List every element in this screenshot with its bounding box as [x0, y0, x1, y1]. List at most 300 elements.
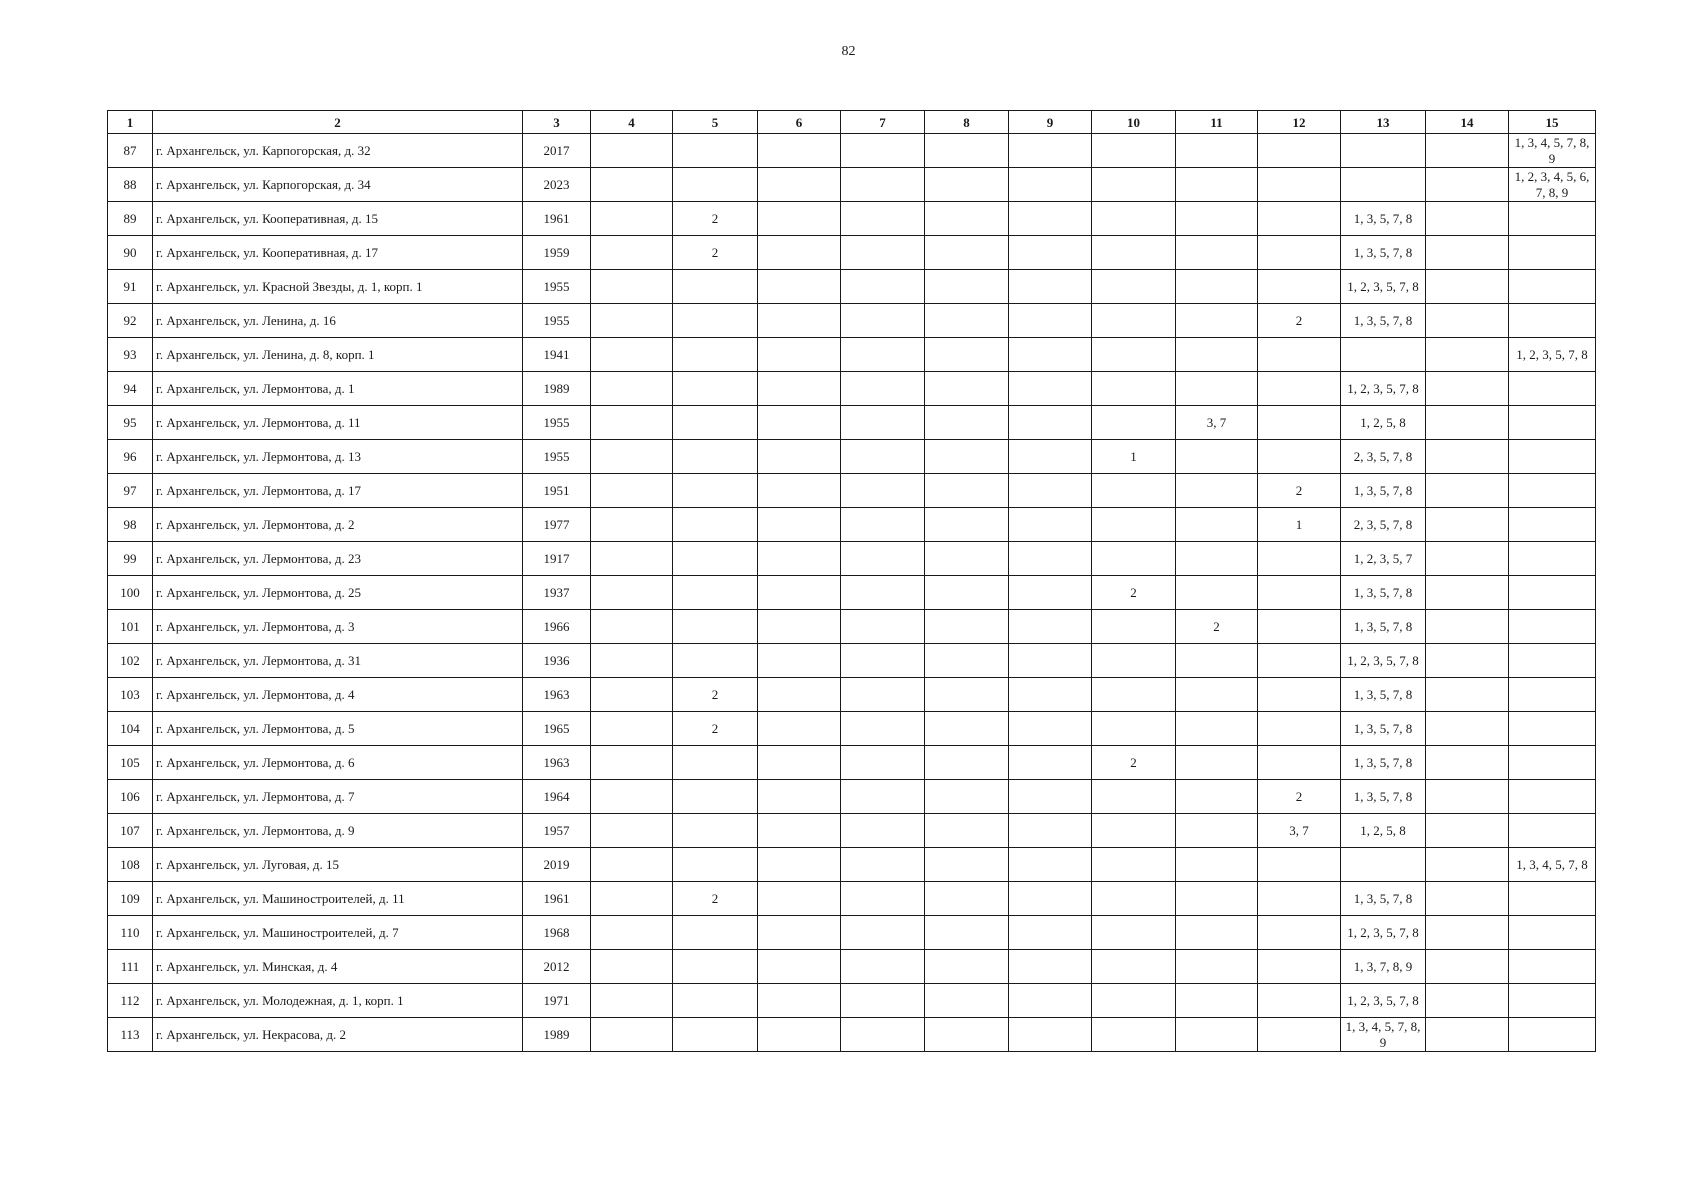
row-number-cell: 95: [108, 406, 153, 440]
table-row: [108, 644, 1596, 678]
column-9-cell: [1009, 440, 1092, 474]
column-header-4: 4: [591, 111, 673, 134]
column-10-cell: [1092, 168, 1176, 202]
column-4-cell: [591, 474, 673, 508]
year-cell: 1963: [523, 746, 591, 780]
column-header-3: 3: [523, 111, 591, 134]
register-table: [107, 110, 1596, 1052]
table-row: [108, 814, 1596, 848]
column-4-cell: [591, 236, 673, 270]
column-11-cell: [1176, 780, 1258, 814]
column-5-cell: 2: [673, 882, 758, 916]
column-15-cell: [1509, 610, 1596, 644]
row-number-cell: 88: [108, 168, 153, 202]
column-header-7: 7: [841, 111, 925, 134]
table-row: [108, 474, 1596, 508]
column-7-cell: [841, 678, 925, 712]
column-10-cell: [1092, 780, 1176, 814]
column-10-cell: 1: [1092, 440, 1176, 474]
column-6-cell: [758, 950, 841, 984]
column-11-cell: [1176, 134, 1258, 168]
column-15-cell: [1509, 576, 1596, 610]
column-11-cell: [1176, 678, 1258, 712]
column-8-cell: [925, 338, 1009, 372]
column-9-cell: [1009, 474, 1092, 508]
column-6-cell: [758, 916, 841, 950]
column-6-cell: [758, 1018, 841, 1052]
column-15-cell: [1509, 1018, 1596, 1052]
row-number-cell: 107: [108, 814, 153, 848]
column-5-cell: [673, 372, 758, 406]
column-7-cell: [841, 644, 925, 678]
row-number-cell: 100: [108, 576, 153, 610]
column-7-cell: [841, 474, 925, 508]
year-cell: 1957: [523, 814, 591, 848]
column-13-cell: [1341, 168, 1426, 202]
year-cell: 1917: [523, 542, 591, 576]
column-9-cell: [1009, 916, 1092, 950]
column-7-cell: [841, 236, 925, 270]
column-15-cell: [1509, 712, 1596, 746]
address-cell: г. Архангельск, ул. Лермонтова, д. 3: [153, 610, 523, 644]
column-12-cell: [1258, 168, 1341, 202]
column-12-cell: [1258, 372, 1341, 406]
column-11-cell: [1176, 304, 1258, 338]
column-5-cell: [673, 780, 758, 814]
column-14-cell: [1426, 372, 1509, 406]
column-8-cell: [925, 202, 1009, 236]
column-15-cell: 1, 3, 4, 5, 7, 8, 9: [1509, 134, 1596, 168]
column-10-cell: [1092, 406, 1176, 440]
column-4-cell: [591, 848, 673, 882]
column-9-cell: [1009, 270, 1092, 304]
column-13-cell: 2, 3, 5, 7, 8: [1341, 440, 1426, 474]
address-cell: г. Архангельск, ул. Лермонтова, д. 5: [153, 712, 523, 746]
column-14-cell: [1426, 508, 1509, 542]
column-14-cell: [1426, 440, 1509, 474]
column-13-cell: 1, 3, 5, 7, 8: [1341, 610, 1426, 644]
year-cell: 1936: [523, 644, 591, 678]
column-15-cell: [1509, 202, 1596, 236]
table-row: [108, 916, 1596, 950]
address-cell: г. Архангельск, ул. Лермонтова, д. 25: [153, 576, 523, 610]
year-cell: 1971: [523, 984, 591, 1018]
column-10-cell: [1092, 474, 1176, 508]
address-cell: г. Архангельск, ул. Кооперативная, д. 15: [153, 202, 523, 236]
column-9-cell: [1009, 780, 1092, 814]
column-10-cell: [1092, 338, 1176, 372]
column-5-cell: [673, 168, 758, 202]
column-7-cell: [841, 406, 925, 440]
column-11-cell: 3, 7: [1176, 406, 1258, 440]
year-cell: 1959: [523, 236, 591, 270]
column-4-cell: [591, 916, 673, 950]
column-8-cell: [925, 508, 1009, 542]
row-number-cell: 112: [108, 984, 153, 1018]
column-7-cell: [841, 168, 925, 202]
column-4-cell: [591, 134, 673, 168]
column-5-cell: [673, 508, 758, 542]
column-12-cell: 2: [1258, 304, 1341, 338]
column-12-cell: [1258, 134, 1341, 168]
address-cell: г. Архангельск, ул. Лермонтова, д. 1: [153, 372, 523, 406]
column-5-cell: 2: [673, 678, 758, 712]
column-9-cell: [1009, 882, 1092, 916]
column-7-cell: [841, 712, 925, 746]
column-14-cell: [1426, 984, 1509, 1018]
table-row: [108, 576, 1596, 610]
column-15-cell: [1509, 882, 1596, 916]
column-11-cell: [1176, 236, 1258, 270]
column-4-cell: [591, 678, 673, 712]
column-8-cell: [925, 440, 1009, 474]
table-body: [108, 134, 1596, 1052]
column-8-cell: [925, 746, 1009, 780]
address-cell: г. Архангельск, ул. Машиностроителей, д. 7: [153, 916, 523, 950]
column-10-cell: [1092, 304, 1176, 338]
address-cell: г. Архангельск, ул. Лермонтова, д. 31: [153, 644, 523, 678]
address-cell: г. Архангельск, ул. Лермонтова, д. 9: [153, 814, 523, 848]
column-header-9: 9: [1009, 111, 1092, 134]
year-cell: 2017: [523, 134, 591, 168]
column-14-cell: [1426, 950, 1509, 984]
column-14-cell: [1426, 134, 1509, 168]
column-8-cell: [925, 882, 1009, 916]
year-cell: 1968: [523, 916, 591, 950]
column-6-cell: [758, 304, 841, 338]
column-12-cell: [1258, 984, 1341, 1018]
column-6-cell: [758, 712, 841, 746]
column-13-cell: 1, 3, 5, 7, 8: [1341, 202, 1426, 236]
column-8-cell: [925, 168, 1009, 202]
column-14-cell: [1426, 168, 1509, 202]
year-cell: 1955: [523, 406, 591, 440]
column-5-cell: [673, 950, 758, 984]
column-4-cell: [591, 542, 673, 576]
column-5-cell: [673, 440, 758, 474]
year-cell: 1966: [523, 610, 591, 644]
column-header-10: 10: [1092, 111, 1176, 134]
column-12-cell: [1258, 576, 1341, 610]
column-8-cell: [925, 542, 1009, 576]
column-14-cell: [1426, 576, 1509, 610]
column-6-cell: [758, 848, 841, 882]
column-10-cell: [1092, 950, 1176, 984]
column-15-cell: 1, 3, 4, 5, 7, 8: [1509, 848, 1596, 882]
column-6-cell: [758, 678, 841, 712]
column-15-cell: [1509, 474, 1596, 508]
column-10-cell: [1092, 134, 1176, 168]
column-9-cell: [1009, 508, 1092, 542]
column-9-cell: [1009, 610, 1092, 644]
column-9-cell: [1009, 406, 1092, 440]
column-11-cell: [1176, 814, 1258, 848]
column-12-cell: 2: [1258, 474, 1341, 508]
column-6-cell: [758, 406, 841, 440]
column-9-cell: [1009, 644, 1092, 678]
column-6-cell: [758, 372, 841, 406]
year-cell: 1965: [523, 712, 591, 746]
column-13-cell: 1, 2, 5, 8: [1341, 814, 1426, 848]
column-9-cell: [1009, 712, 1092, 746]
column-10-cell: [1092, 610, 1176, 644]
year-cell: 1955: [523, 440, 591, 474]
row-number-cell: 92: [108, 304, 153, 338]
column-5-cell: [673, 746, 758, 780]
column-14-cell: [1426, 916, 1509, 950]
address-cell: г. Архангельск, ул. Минская, д. 4: [153, 950, 523, 984]
column-6-cell: [758, 644, 841, 678]
column-7-cell: [841, 542, 925, 576]
column-10-cell: [1092, 1018, 1176, 1052]
column-7-cell: [841, 1018, 925, 1052]
column-13-cell: 1, 3, 5, 7, 8: [1341, 304, 1426, 338]
column-5-cell: [673, 304, 758, 338]
column-8-cell: [925, 916, 1009, 950]
column-8-cell: [925, 848, 1009, 882]
column-header-13: 13: [1341, 111, 1426, 134]
table-row: [108, 508, 1596, 542]
column-11-cell: [1176, 542, 1258, 576]
table-row: [108, 950, 1596, 984]
column-header-8: 8: [925, 111, 1009, 134]
column-14-cell: [1426, 644, 1509, 678]
column-10-cell: [1092, 202, 1176, 236]
column-12-cell: [1258, 678, 1341, 712]
column-12-cell: [1258, 1018, 1341, 1052]
column-15-cell: [1509, 372, 1596, 406]
table-row: [108, 1018, 1596, 1052]
column-8-cell: [925, 712, 1009, 746]
column-header-1: 1: [108, 111, 153, 134]
address-cell: г. Архангельск, ул. Красной Звезды, д. 1, корп. 1: [153, 270, 523, 304]
column-5-cell: [673, 644, 758, 678]
column-7-cell: [841, 610, 925, 644]
year-cell: 2023: [523, 168, 591, 202]
column-header-11: 11: [1176, 111, 1258, 134]
column-13-cell: 1, 3, 5, 7, 8: [1341, 576, 1426, 610]
column-9-cell: [1009, 134, 1092, 168]
column-7-cell: [841, 440, 925, 474]
row-number-cell: 105: [108, 746, 153, 780]
row-number-cell: 91: [108, 270, 153, 304]
column-7-cell: [841, 916, 925, 950]
row-number-cell: 90: [108, 236, 153, 270]
year-cell: 1955: [523, 270, 591, 304]
column-5-cell: [673, 406, 758, 440]
column-10-cell: [1092, 848, 1176, 882]
column-7-cell: [841, 950, 925, 984]
column-7-cell: [841, 372, 925, 406]
column-8-cell: [925, 644, 1009, 678]
column-13-cell: 1, 3, 5, 7, 8: [1341, 236, 1426, 270]
column-9-cell: [1009, 542, 1092, 576]
column-10-cell: 2: [1092, 746, 1176, 780]
column-6-cell: [758, 882, 841, 916]
column-10-cell: [1092, 644, 1176, 678]
column-12-cell: [1258, 440, 1341, 474]
column-7-cell: [841, 304, 925, 338]
year-cell: 1989: [523, 372, 591, 406]
column-13-cell: 1, 3, 5, 7, 8: [1341, 882, 1426, 916]
column-13-cell: 1, 3, 5, 7, 8: [1341, 712, 1426, 746]
column-4-cell: [591, 712, 673, 746]
column-12-cell: 1: [1258, 508, 1341, 542]
table-row: [108, 202, 1596, 236]
column-14-cell: [1426, 542, 1509, 576]
column-10-cell: [1092, 372, 1176, 406]
table-row: [108, 440, 1596, 474]
row-number-cell: 110: [108, 916, 153, 950]
column-11-cell: [1176, 372, 1258, 406]
column-13-cell: 1, 3, 5, 7, 8: [1341, 780, 1426, 814]
column-10-cell: [1092, 236, 1176, 270]
table-row: [108, 712, 1596, 746]
column-8-cell: [925, 236, 1009, 270]
column-header-6: 6: [758, 111, 841, 134]
column-5-cell: [673, 814, 758, 848]
column-11-cell: [1176, 338, 1258, 372]
year-cell: 1963: [523, 678, 591, 712]
column-4-cell: [591, 746, 673, 780]
column-12-cell: 2: [1258, 780, 1341, 814]
column-9-cell: [1009, 848, 1092, 882]
column-14-cell: [1426, 678, 1509, 712]
column-12-cell: [1258, 236, 1341, 270]
address-cell: г. Архангельск, ул. Лермонтова, д. 17: [153, 474, 523, 508]
column-10-cell: [1092, 542, 1176, 576]
column-13-cell: 1, 2, 5, 8: [1341, 406, 1426, 440]
table-row: [108, 236, 1596, 270]
column-14-cell: [1426, 338, 1509, 372]
table-row: [108, 882, 1596, 916]
column-12-cell: [1258, 712, 1341, 746]
column-8-cell: [925, 406, 1009, 440]
row-number-cell: 111: [108, 950, 153, 984]
column-13-cell: 2, 3, 5, 7, 8: [1341, 508, 1426, 542]
column-14-cell: [1426, 882, 1509, 916]
column-8-cell: [925, 372, 1009, 406]
column-12-cell: [1258, 882, 1341, 916]
address-cell: г. Архангельск, ул. Лермонтова, д. 2: [153, 508, 523, 542]
column-9-cell: [1009, 984, 1092, 1018]
row-number-cell: 104: [108, 712, 153, 746]
column-13-cell: 1, 3, 4, 5, 7, 8, 9: [1341, 1018, 1426, 1052]
column-13-cell: 1, 3, 5, 7, 8: [1341, 746, 1426, 780]
table-row: [108, 406, 1596, 440]
column-4-cell: [591, 440, 673, 474]
column-14-cell: [1426, 1018, 1509, 1052]
column-9-cell: [1009, 950, 1092, 984]
column-4-cell: [591, 780, 673, 814]
column-5-cell: 2: [673, 236, 758, 270]
row-number-cell: 98: [108, 508, 153, 542]
column-7-cell: [841, 882, 925, 916]
column-5-cell: [673, 576, 758, 610]
column-5-cell: [673, 270, 758, 304]
row-number-cell: 106: [108, 780, 153, 814]
address-cell: г. Архангельск, ул. Лермонтова, д. 13: [153, 440, 523, 474]
row-number-cell: 93: [108, 338, 153, 372]
column-5-cell: [673, 1018, 758, 1052]
column-10-cell: [1092, 508, 1176, 542]
column-6-cell: [758, 134, 841, 168]
column-10-cell: [1092, 712, 1176, 746]
column-7-cell: [841, 848, 925, 882]
column-12-cell: [1258, 406, 1341, 440]
column-4-cell: [591, 304, 673, 338]
address-cell: г. Архангельск, ул. Кооперативная, д. 17: [153, 236, 523, 270]
column-7-cell: [841, 134, 925, 168]
column-9-cell: [1009, 202, 1092, 236]
table-row: [108, 610, 1596, 644]
column-5-cell: 2: [673, 712, 758, 746]
column-5-cell: [673, 848, 758, 882]
column-11-cell: [1176, 984, 1258, 1018]
column-8-cell: [925, 780, 1009, 814]
column-7-cell: [841, 814, 925, 848]
column-9-cell: [1009, 576, 1092, 610]
column-15-cell: 1, 2, 3, 5, 7, 8: [1509, 338, 1596, 372]
column-9-cell: [1009, 746, 1092, 780]
column-6-cell: [758, 542, 841, 576]
column-4-cell: [591, 814, 673, 848]
column-6-cell: [758, 610, 841, 644]
column-10-cell: [1092, 916, 1176, 950]
column-6-cell: [758, 814, 841, 848]
row-number-cell: 109: [108, 882, 153, 916]
column-9-cell: [1009, 338, 1092, 372]
column-12-cell: [1258, 950, 1341, 984]
table-row: [108, 848, 1596, 882]
column-4-cell: [591, 644, 673, 678]
column-8-cell: [925, 950, 1009, 984]
table-row: [108, 746, 1596, 780]
row-number-cell: 113: [108, 1018, 153, 1052]
column-5-cell: [673, 474, 758, 508]
column-15-cell: [1509, 406, 1596, 440]
table-row: [108, 338, 1596, 372]
column-4-cell: [591, 202, 673, 236]
table-row: [108, 542, 1596, 576]
row-number-cell: 96: [108, 440, 153, 474]
column-13-cell: 1, 2, 3, 5, 7, 8: [1341, 270, 1426, 304]
column-10-cell: 2: [1092, 576, 1176, 610]
column-13-cell: 1, 3, 5, 7, 8: [1341, 678, 1426, 712]
column-4-cell: [591, 406, 673, 440]
column-14-cell: [1426, 474, 1509, 508]
year-cell: 1961: [523, 882, 591, 916]
column-10-cell: [1092, 984, 1176, 1018]
column-6-cell: [758, 746, 841, 780]
table-row: [108, 678, 1596, 712]
row-number-cell: 87: [108, 134, 153, 168]
column-10-cell: [1092, 814, 1176, 848]
row-number-cell: 89: [108, 202, 153, 236]
column-4-cell: [591, 508, 673, 542]
column-15-cell: [1509, 440, 1596, 474]
column-8-cell: [925, 270, 1009, 304]
row-number-cell: 103: [108, 678, 153, 712]
address-cell: г. Архангельск, ул. Молодежная, д. 1, корп. 1: [153, 984, 523, 1018]
column-13-cell: 1, 2, 3, 5, 7, 8: [1341, 644, 1426, 678]
year-cell: 1937: [523, 576, 591, 610]
column-8-cell: [925, 304, 1009, 338]
column-10-cell: [1092, 882, 1176, 916]
column-9-cell: [1009, 814, 1092, 848]
column-11-cell: [1176, 882, 1258, 916]
column-8-cell: [925, 610, 1009, 644]
